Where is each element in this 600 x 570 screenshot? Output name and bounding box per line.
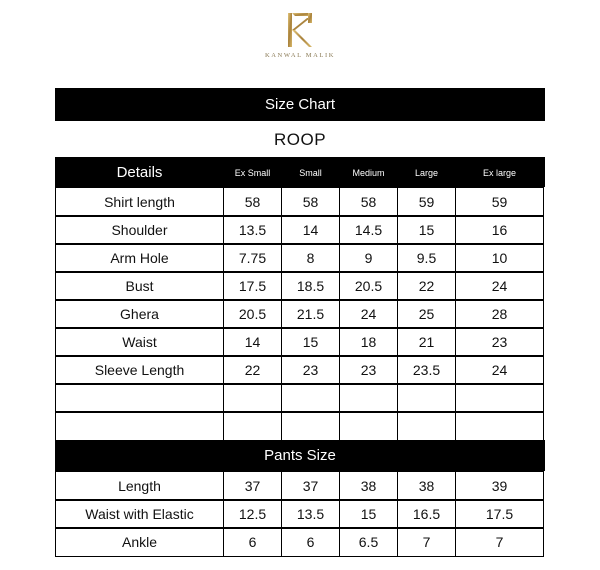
row-value: 7 bbox=[455, 527, 544, 557]
row-value: 28 bbox=[455, 299, 544, 329]
row-value: 24 bbox=[339, 299, 398, 329]
row-value: 23 bbox=[281, 355, 340, 385]
row-value bbox=[397, 411, 456, 441]
row-value: 23 bbox=[455, 327, 544, 357]
row-value: 7 bbox=[397, 527, 456, 557]
row-value: 23 bbox=[339, 355, 398, 385]
product-name: ROOP bbox=[273, 130, 327, 149]
row-value: 12.5 bbox=[223, 499, 282, 529]
row-label: Sleeve Length bbox=[55, 355, 224, 385]
table-row bbox=[55, 471, 545, 500]
row-label: Ghera bbox=[55, 299, 224, 329]
row-value: 10 bbox=[455, 243, 544, 273]
row-value bbox=[455, 383, 544, 413]
header-details: Details bbox=[55, 157, 224, 188]
header-size: Ex Small bbox=[223, 157, 282, 188]
row-value: 22 bbox=[397, 271, 456, 301]
row-value: 14.5 bbox=[339, 215, 398, 245]
header-size: Medium bbox=[339, 157, 398, 188]
row-value: 20.5 bbox=[223, 299, 282, 329]
row-value: 14 bbox=[223, 327, 282, 357]
row-label: Waist bbox=[55, 327, 224, 357]
row-value: 58 bbox=[223, 187, 282, 217]
table-row-empty bbox=[55, 383, 545, 412]
row-value: 38 bbox=[339, 471, 398, 501]
row-value: 18 bbox=[339, 327, 398, 357]
table-row bbox=[55, 187, 545, 216]
brand-logo bbox=[258, 10, 342, 64]
row-value: 14 bbox=[281, 215, 340, 245]
row-value bbox=[223, 383, 282, 413]
table-row bbox=[55, 299, 545, 328]
row-label bbox=[55, 411, 224, 441]
row-value: 58 bbox=[339, 187, 398, 217]
row-value: 6.5 bbox=[339, 527, 398, 557]
row-value: 7.75 bbox=[223, 243, 282, 273]
row-value bbox=[339, 411, 398, 441]
row-value: 17.5 bbox=[455, 499, 544, 529]
row-value: 59 bbox=[455, 187, 544, 217]
row-value: 37 bbox=[223, 471, 282, 501]
row-label: Waist with Elastic bbox=[55, 499, 224, 529]
row-value: 18.5 bbox=[281, 271, 340, 301]
row-value: 23.5 bbox=[397, 355, 456, 385]
row-value: 17.5 bbox=[223, 271, 282, 301]
header-size: Small bbox=[281, 157, 340, 188]
row-value: 59 bbox=[397, 187, 456, 217]
table-row bbox=[55, 499, 545, 528]
row-value: 16.5 bbox=[397, 499, 456, 529]
row-label: Shoulder bbox=[55, 215, 224, 245]
table-row-empty bbox=[55, 411, 545, 440]
brand-name: KANWAL MALIK bbox=[264, 52, 336, 59]
row-value: 21 bbox=[397, 327, 456, 357]
row-value: 13.5 bbox=[223, 215, 282, 245]
row-value: 21.5 bbox=[281, 299, 340, 329]
header-size: Large bbox=[397, 157, 456, 188]
row-value: 20.5 bbox=[339, 271, 398, 301]
row-value: 37 bbox=[281, 471, 340, 501]
row-label: Ankle bbox=[55, 527, 224, 557]
row-value: 24 bbox=[455, 355, 544, 385]
row-value bbox=[397, 383, 456, 413]
row-value: 22 bbox=[223, 355, 282, 385]
row-label: Arm Hole bbox=[55, 243, 224, 273]
pants-size-bar bbox=[55, 440, 545, 471]
row-value: 24 bbox=[455, 271, 544, 301]
header-size: Ex large bbox=[455, 157, 544, 188]
table-header-row bbox=[55, 157, 545, 187]
row-value: 25 bbox=[397, 299, 456, 329]
row-value bbox=[223, 411, 282, 441]
row-value: 38 bbox=[397, 471, 456, 501]
row-label: Shirt length bbox=[55, 187, 224, 217]
row-value: 13.5 bbox=[281, 499, 340, 529]
table-row bbox=[55, 271, 545, 300]
row-value: 15 bbox=[397, 215, 456, 245]
row-value: 15 bbox=[281, 327, 340, 357]
table-row bbox=[55, 243, 545, 272]
row-value bbox=[281, 411, 340, 441]
row-value: 16 bbox=[455, 215, 544, 245]
row-label: Bust bbox=[55, 271, 224, 301]
row-value bbox=[455, 411, 544, 441]
row-value: 6 bbox=[223, 527, 282, 557]
row-value: 9 bbox=[339, 243, 398, 273]
row-value: 8 bbox=[281, 243, 340, 273]
size-chart-title-bar bbox=[55, 88, 545, 121]
table-row bbox=[55, 355, 545, 384]
table-row bbox=[55, 327, 545, 356]
brand-logo-icon bbox=[285, 10, 315, 50]
row-value: 15 bbox=[339, 499, 398, 529]
row-value: 9.5 bbox=[397, 243, 456, 273]
row-value: 6 bbox=[281, 527, 340, 557]
pants-size-title: Pants Size bbox=[264, 447, 336, 464]
row-label bbox=[55, 383, 224, 413]
row-value: 39 bbox=[455, 471, 544, 501]
row-label: Length bbox=[55, 471, 224, 501]
table-row bbox=[55, 215, 545, 244]
row-value bbox=[281, 383, 340, 413]
page-title: Size Chart bbox=[264, 96, 336, 113]
row-value: 58 bbox=[281, 187, 340, 217]
row-value bbox=[339, 383, 398, 413]
table-row bbox=[55, 527, 545, 556]
